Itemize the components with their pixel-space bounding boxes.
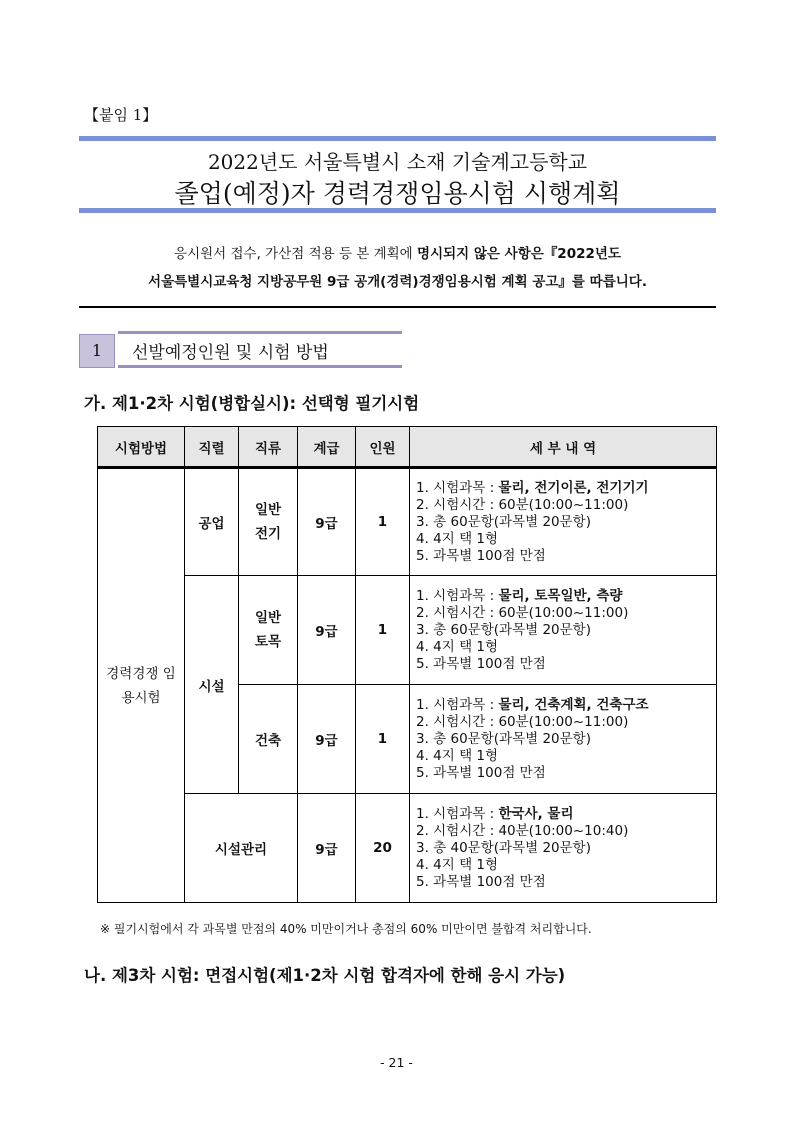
series-cell: 공업	[185, 468, 239, 576]
header-details: 세 부 내 역	[410, 427, 717, 468]
details-cell	[410, 468, 717, 576]
grade-cell: 9급	[298, 576, 356, 685]
detail-subjects: 물리, 토목일반, 측량	[498, 587, 623, 604]
title-bar-top	[79, 136, 716, 141]
kind-cell	[239, 468, 298, 576]
detail-line: 5. 과목별 100점 만점	[416, 873, 546, 890]
kind-cell	[239, 576, 298, 685]
detail-line: 2. 시험시간 : 60분(10:00~11:00)	[416, 604, 629, 621]
detail-subjects: 한국사, 물리	[498, 805, 574, 822]
attachment-label: 【붙임 1】	[84, 106, 158, 124]
header-grade: 계급	[298, 427, 356, 468]
exam-table	[97, 426, 717, 903]
details-cell	[410, 794, 717, 903]
section-number: 1	[79, 334, 115, 368]
section-title: 선발예정인원 및 시험 방법	[132, 343, 329, 363]
title-bar-bottom	[79, 208, 716, 213]
detail-line: 4. 4지 택 1형	[416, 638, 499, 655]
detail-line: 4. 4지 택 1형	[416, 530, 499, 547]
detail-line: 3. 총 60문항(과목별 20문항)	[416, 513, 591, 530]
header-series: 직렬	[185, 427, 239, 468]
header-count: 인원	[356, 427, 410, 468]
table-row	[98, 794, 717, 903]
footnote: ※ 필기시험에서 각 과목별 만점의 40% 미만이거나 총점의 60% 미만이면 불합격 처리합니다.	[100, 922, 592, 936]
series-cell: 시설	[185, 576, 239, 794]
detail-line: 2. 시험시간 : 60분(10:00~11:00)	[416, 496, 629, 513]
count-cell: 20	[356, 794, 410, 903]
kind-cell: 건축	[239, 685, 298, 794]
subheading-b: 나. 제3차 시험: 면접시험(제1·2차 시험 합격자에 한해 응시 가능)	[84, 966, 566, 985]
section-line-bottom	[118, 365, 402, 368]
detail-subjects: 물리, 전기이론, 전기기기	[498, 479, 649, 496]
page-number: - 21 -	[380, 1055, 413, 1070]
table-row	[98, 576, 717, 685]
section-line-top	[118, 331, 402, 334]
detail-line: 3. 총 40문항(과목별 20문항)	[416, 839, 591, 856]
detail-line: 5. 과목별 100점 만점	[416, 547, 546, 564]
detail-line: 1. 시험과목 :	[416, 479, 499, 496]
detail-line: 2. 시험시간 : 60분(10:00~11:00)	[416, 713, 629, 730]
grade-cell: 9급	[298, 468, 356, 576]
intro-text: 응시원서 접수, 가산점 적용 등 본 계획에	[174, 246, 418, 262]
intro-bold-end: 『2022년도	[543, 246, 621, 262]
detail-subjects: 물리, 건축계획, 건축구조	[498, 696, 649, 713]
title-line-1: 2022년도 서울특별시 소재 기술계고등학교	[207, 150, 588, 174]
detail-line: 3. 총 60문항(과목별 20문항)	[416, 621, 591, 638]
header-kind: 직류	[239, 427, 298, 468]
detail-line: 4. 4지 택 1형	[416, 856, 499, 873]
series-cell: 시설관리	[185, 794, 298, 903]
detail-line: 1. 시험과목 :	[416, 805, 499, 822]
table-row	[98, 468, 717, 576]
grade-cell: 9급	[298, 685, 356, 794]
details-cell	[410, 576, 717, 685]
title-line-2: 졸업(예정)자 경력경쟁임용시험 시행계획	[174, 179, 621, 208]
detail-line: 3. 총 60문항(과목별 20문항)	[416, 730, 591, 747]
method-cell	[98, 468, 185, 903]
detail-line: 5. 과목별 100점 만점	[416, 655, 546, 672]
details-cell	[410, 685, 717, 794]
detail-line: 1. 시험과목 :	[416, 696, 499, 713]
detail-line: 1. 시험과목 :	[416, 587, 499, 604]
grade-cell: 9급	[298, 794, 356, 903]
intro-paragraph	[79, 240, 716, 296]
kind-text: 일반 토목	[254, 610, 282, 650]
detail-line: 4. 4지 택 1형	[416, 747, 499, 764]
divider	[79, 306, 716, 308]
intro-bold: 명시되지 않은 사항은	[417, 246, 544, 262]
kind-text: 일반 전기	[254, 502, 282, 542]
subheading-a: 가. 제1·2차 시험(병합실시): 선택형 필기시험	[84, 394, 420, 413]
count-cell: 1	[356, 468, 410, 576]
count-cell: 1	[356, 685, 410, 794]
header-method: 시험방법	[98, 427, 185, 468]
count-cell: 1	[356, 576, 410, 685]
detail-line: 2. 시험시간 : 40분(10:00~10:40)	[416, 822, 629, 839]
intro-line-2: 서울특별시교육청 지방공무원 9급 공개(경력)경쟁임용시험 계획 공고』를 따릅니다.	[148, 274, 647, 290]
detail-line: 5. 과목별 100점 만점	[416, 764, 546, 781]
method-text: 경력경쟁 임용시험	[106, 665, 176, 706]
